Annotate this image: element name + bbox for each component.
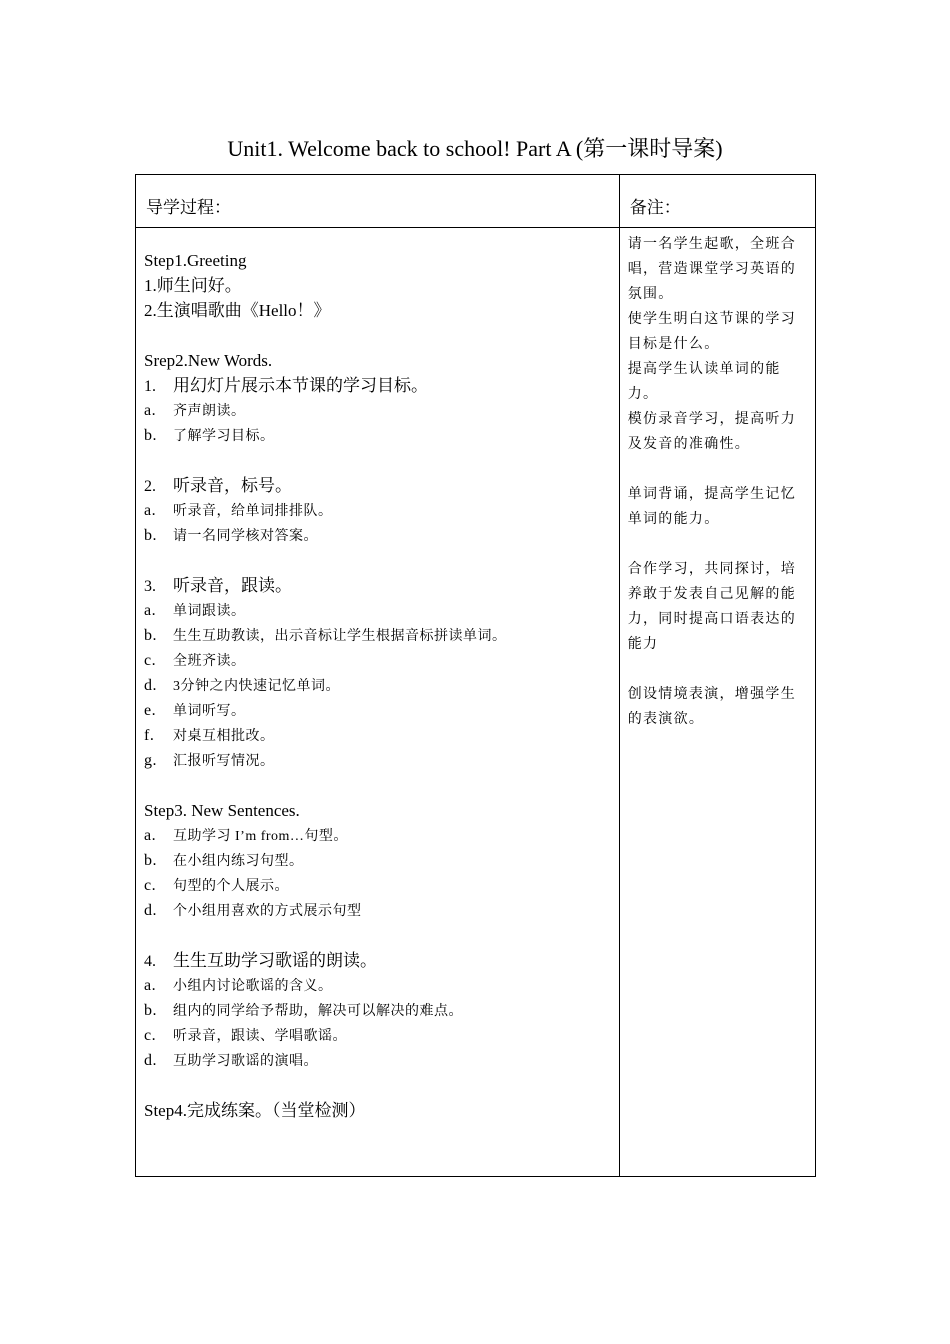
step-text: Step1.Greeting [144, 251, 247, 270]
step-text: 单词听写。 [173, 704, 246, 719]
spacer [628, 532, 807, 557]
table-body-row [136, 228, 816, 1177]
sub-step-item [144, 598, 619, 623]
table-header-row [136, 175, 816, 228]
sub-step-item [144, 398, 619, 423]
step-text: 在小组内练习句型。 [173, 854, 304, 869]
remark-note: 创设情境表演，增强学生的表演欲。 [627, 687, 797, 727]
step-label: e. [144, 702, 157, 719]
step-line [144, 473, 619, 498]
step-label: b. [144, 852, 157, 869]
step-label: b. [144, 427, 157, 444]
spacer [144, 923, 619, 948]
step-label: a. [144, 602, 157, 619]
step-text: 组内的同学给予帮助，解决可以解决的难点。 [173, 1004, 463, 1019]
step-label: c. [144, 1027, 157, 1044]
step-text: Step4.完成练案。（当堂检测） [144, 1101, 366, 1120]
step-line [144, 573, 619, 598]
remark-note: 使学生明白这节课的学习目标是什么。 [627, 312, 797, 352]
remark-note: 请一名学生起歌，全班合唱，营造课堂学习英语的氛围。 [627, 237, 797, 302]
step-text: 汇报听写情况。 [173, 754, 275, 769]
step-line [144, 798, 619, 823]
remarks-notes-cell [619, 228, 815, 1177]
spacer [628, 457, 807, 482]
sub-step-item [144, 823, 619, 848]
step-label: a. [144, 977, 157, 994]
step-text: 齐声朗读。 [173, 404, 246, 419]
step-line [144, 248, 619, 273]
step-text: Step3. New Sentences. [144, 801, 300, 820]
lesson-plan-table [135, 174, 816, 1177]
sub-step-item [144, 423, 619, 448]
step-text: 个小组用喜欢的方式展示句型 [173, 904, 362, 919]
step-label: 3. [144, 578, 156, 595]
step-label: b. [144, 527, 157, 544]
spacer [144, 1073, 619, 1098]
step-label: d. [144, 677, 157, 694]
step-text: 听录音，给单词排排队。 [173, 504, 333, 519]
remarks-header: 备注： [619, 175, 815, 228]
step-text: 3分钟之内快速记忆单词。 [173, 679, 340, 694]
sub-step-item [144, 723, 619, 748]
spacer [628, 657, 807, 682]
spacer [144, 773, 619, 798]
step-text: 小组内讨论歌谣的含义。 [173, 979, 333, 994]
sub-step-item [144, 498, 619, 523]
sub-step-item [144, 698, 619, 723]
step-label: 4. [144, 953, 156, 970]
step-label: b. [144, 627, 157, 644]
step-text: 互助学习 I’m from…句型。 [173, 829, 348, 844]
step-label: c. [144, 652, 157, 669]
remark-note: 提高学生认读单词的能力。 [627, 362, 781, 402]
step-label: d. [144, 1052, 157, 1069]
step-text: 2.生演唱歌曲《Hello！》 [144, 301, 331, 320]
sub-step-item [144, 523, 619, 548]
step-line [144, 373, 619, 398]
step-text: 了解学习目标。 [173, 429, 275, 444]
step-line [144, 273, 619, 298]
step-text: 听录音，跟读。 [173, 576, 292, 595]
step-text: 对桌互相批改。 [173, 729, 275, 744]
sub-step-item [144, 673, 619, 698]
step-text: 互助学习歌谣的演唱。 [173, 1054, 318, 1069]
step-label: a. [144, 502, 157, 519]
sub-step-item [144, 998, 619, 1023]
step-label: 2. [144, 478, 156, 495]
spacer [144, 548, 619, 573]
step-text: 句型的个人展示。 [173, 879, 289, 894]
step-line [144, 1098, 619, 1123]
sub-step-item [144, 1023, 619, 1048]
sub-step-item [144, 898, 619, 923]
step-line [144, 348, 619, 373]
step-text: 1.师生问好。 [144, 276, 242, 295]
step-text: 生生互助教读，出示音标让学生根据音标拼读单词。 [173, 629, 507, 644]
step-text: 生生互助学习歌谣的朗读。 [173, 951, 377, 970]
step-label: 1. [144, 378, 156, 395]
step-label: c. [144, 877, 157, 894]
sub-step-item [144, 873, 619, 898]
step-label: f. [144, 727, 155, 744]
step-text: 单词跟读。 [173, 604, 246, 619]
step-text: 请一名同学核对答案。 [173, 529, 318, 544]
step-line [144, 948, 619, 973]
spacer [144, 323, 619, 348]
step-label: d. [144, 902, 157, 919]
step-text: Srep2.New Words. [144, 351, 273, 370]
process-header: 导学过程： [136, 175, 620, 228]
document-title: Unit1. Welcome back to school! Part A (第一课时导案) [227, 136, 723, 161]
spacer [144, 448, 619, 473]
remark-note: 模仿录音学习，提高听力及发音的准确性。 [627, 412, 797, 452]
sub-step-item [144, 748, 619, 773]
step-text: 听录音，跟读、学唱歌谣。 [173, 1029, 347, 1044]
sub-step-item [144, 848, 619, 873]
step-text: 用幻灯片展示本节课的学习目标。 [173, 376, 428, 395]
sub-step-item [144, 623, 619, 648]
sub-step-item [144, 648, 619, 673]
step-text: 听录音，标号。 [173, 476, 292, 495]
process-steps-cell [136, 228, 620, 1177]
step-text: 全班齐读。 [173, 654, 246, 669]
step-label: b. [144, 1002, 157, 1019]
step-label: a. [144, 827, 157, 844]
sub-step-item [144, 1048, 619, 1073]
remark-note: 单词背诵，提高学生记忆单词的能力。 [627, 487, 797, 527]
remark-note: 合作学习，共同探讨，培养敢于发表自己见解的能力，同时提高口语表达的能力 [627, 562, 797, 652]
sub-step-item [144, 973, 619, 998]
step-label: g. [144, 752, 157, 769]
step-line [144, 298, 619, 323]
step-label: a. [144, 402, 157, 419]
